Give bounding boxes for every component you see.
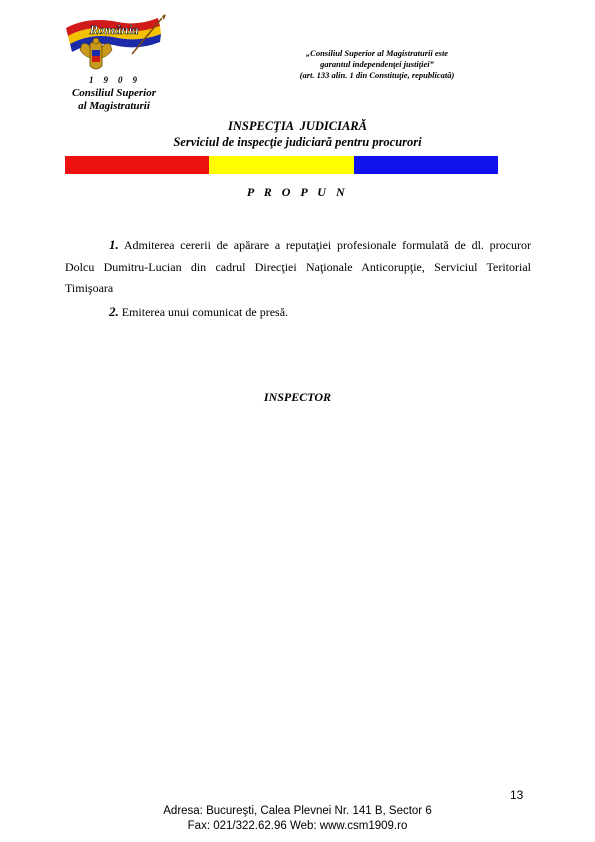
page-number: 13 xyxy=(510,788,524,802)
footer-address: Adresa: Bucureşti, Calea Plevnei Nr. 141 B, Sector 6 xyxy=(163,805,432,817)
quote-line-3: (art. 133 alin. 1 din Constituţie, republicată) xyxy=(299,70,455,80)
item-text: Admiterea cererii de apărare a reputaţiei profesionale formulată de dl. procuror Dolcu Dumitru-Lucian din cadrul Direcţiei Naţionale Anticorupţie, Serviciul Teritorial Timişoara xyxy=(65,238,531,295)
tricolor-yellow-band xyxy=(209,156,353,174)
institution-subtitle: Serviciul de inspecţie judiciară pentru procurori xyxy=(173,135,422,149)
logo-arch-text: România xyxy=(89,22,139,37)
proposal-item-2 xyxy=(109,302,529,322)
logo-name-line1: Consiliul Superior xyxy=(71,87,157,99)
proposal-item-1 xyxy=(65,234,531,300)
institution-title: INSPECŢIA JUDICIARĂ xyxy=(228,119,367,133)
logo-name-line2: al Magistraturii xyxy=(78,100,150,112)
item-number: 1. xyxy=(109,237,119,252)
signature-label: INSPECTOR xyxy=(263,390,332,404)
logo-year: 1909 xyxy=(89,75,147,85)
footer-contact: Fax: 021/322.62.96 Web: www.csm1909.ro xyxy=(187,820,408,832)
tricolor-blue-band xyxy=(354,156,498,174)
footer xyxy=(0,804,595,834)
quote-line-1: „Consiliul Superior al Magistraturii este xyxy=(305,48,449,58)
tricolor-bar xyxy=(65,156,498,174)
constitution-quote xyxy=(262,48,492,81)
tricolor-red-band xyxy=(65,156,209,174)
quote-line-2: garantul independenţei justiţiei” xyxy=(320,59,434,69)
item-text: Emiterea unui comunicat de presă. xyxy=(118,305,289,319)
coat-of-arms-icon xyxy=(58,14,170,76)
item-number: 2. xyxy=(109,304,119,319)
section-heading: P R O P U N xyxy=(246,185,349,199)
csm-logo xyxy=(58,14,170,118)
